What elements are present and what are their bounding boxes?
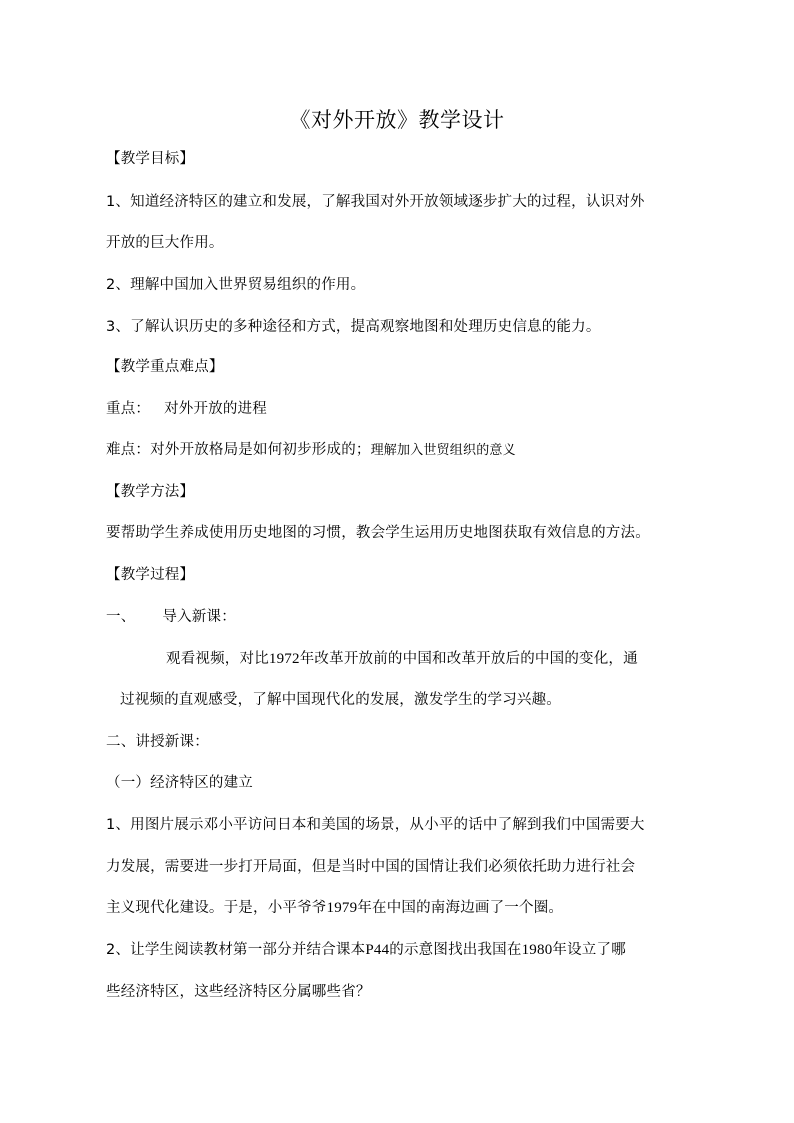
step-1-year: 1972 (268, 651, 300, 667)
difficulty-label: 难点： (106, 442, 151, 458)
step-1-number: 一、 (106, 609, 136, 625)
step-1-row (106, 607, 236, 627)
step-1-text-a: 观看视频，对比 (166, 651, 269, 667)
step-1-paragraph-line-2: 过视频的直观感受，了解中国现代化的发展，激发学生的学习兴趣。 (120, 692, 561, 708)
step-1-paragraph-line-1 (166, 649, 638, 669)
objective-1-line-1: 1、知道经济特区的建立和发展，了解我国对外开放领域逐步扩大的过程，认识对外 (106, 194, 645, 210)
objective-2: 2、理解中国加入世界贸易组织的作用。 (106, 277, 366, 293)
keypoints-heading: 【教学重点难点】 (106, 359, 224, 375)
paragraph-1-text-a: 主义现代化建设。于是，小平爷爷 (106, 900, 327, 916)
page-title: 《对外开放》教学设计 (289, 108, 505, 132)
process-heading: 【教学过程】 (106, 567, 195, 583)
objective-3: 3、了解认识历史的多种途径和方式，提高观察地图和处理历史信息的能力。 (106, 319, 601, 335)
objective-1-line-2: 开放的巨大作用。 (106, 235, 224, 251)
paragraph-2-line-2: 些经济特区，这些经济特区分属哪些省？ (106, 984, 371, 1000)
paragraph-2-page-ref: P44 (365, 942, 390, 958)
paragraph-1-line-2: 力发展，需要进一步打开局面，但是当时中国的国情让我们必须依托助力进行社会 (106, 859, 636, 875)
methods-heading: 【教学方法】 (106, 484, 195, 500)
paragraph-1-line-3 (106, 898, 563, 918)
step-1-label: 导入新课： (162, 609, 236, 625)
difficulty-text-b: 理解加入世贸组织的意义 (370, 443, 516, 458)
paragraph-2-line-1 (106, 940, 626, 960)
objectives-heading: 【教学目标】 (106, 151, 195, 167)
key-point-row (106, 399, 267, 419)
paragraph-2-year: 1980 (521, 942, 553, 958)
paragraph-2-text-b: 的示意图找出我国在 (389, 942, 522, 958)
subsection-1-heading: （一）经济特区的建立 (106, 775, 253, 791)
key-label: 重点： (106, 401, 151, 417)
methods-text: 要帮助学生养成使用历史地图的习惯，教会学生运用历史地图获取有效信息的方法。 (106, 525, 650, 541)
paragraph-2-text-c: 年设立了哪 (552, 942, 626, 958)
difficulty-row (106, 440, 516, 461)
paragraph-1-year: 1979 (326, 900, 358, 916)
step-1-text-b: 年改革开放前的中国和改革开放后的中国的变化，通 (299, 651, 638, 667)
key-text: 对外开放的进程 (164, 401, 268, 417)
paragraph-1-text-b: 年在中国的南海边画了一个圈。 (357, 900, 564, 916)
difficulty-text-a: 对外开放格局是如何初步形成的； (150, 442, 371, 458)
paragraph-2-text-a: 2、让学生阅读教材第一部分并结合课本 (106, 942, 366, 958)
step-2-heading: 二、讲授新课： (106, 734, 209, 750)
paragraph-1-line-1: 1、用图片展示邓小平访问日本和美国的场景，从小平的话中了解到我们中国需要大 (106, 817, 645, 833)
